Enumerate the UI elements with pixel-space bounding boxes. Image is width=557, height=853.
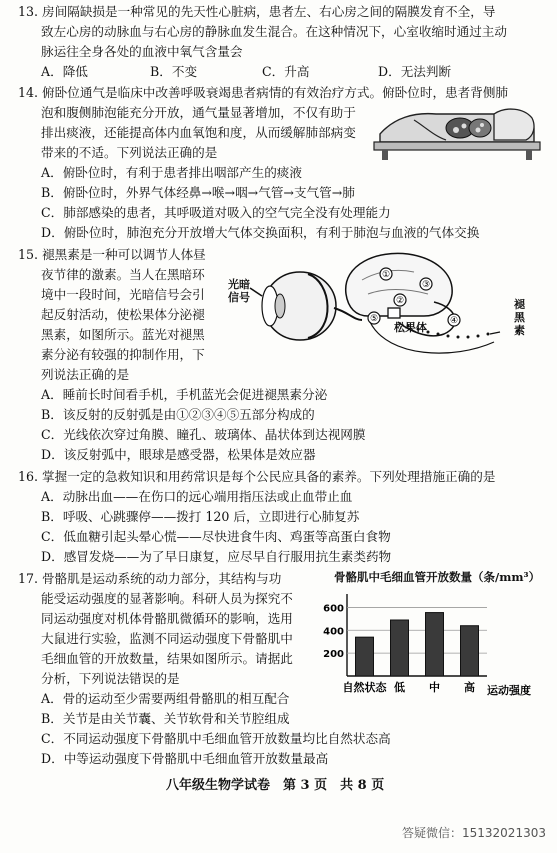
q17-line-5: 毛细血管的开放数量，结果如图所示。请据此 [41, 651, 293, 666]
q15-option-d: D．该反射弧中，眼球是感受器，松果体是效应器 [41, 447, 316, 462]
right-lung [469, 119, 491, 137]
light-signal-label-2: 信号 [228, 291, 250, 304]
q17-line-2: 能受运动强度的显著影响。科研人员为探究不 [41, 591, 293, 606]
melatonin-label-1: 褪 [514, 298, 525, 311]
q14-line-3: 排出痰液，还能提高体内血氧饱和度，从而缓解肺部病变 [41, 125, 356, 140]
pineal-gland [388, 308, 400, 318]
head [494, 109, 534, 140]
q14-option-b: B．俯卧位时，外界气体经鼻→喉→咽→气管→支气管→肺 [41, 185, 355, 200]
chart-category-label: 低 [394, 681, 405, 694]
chart-title: 骨骼肌中毛细血管开放数量（条/mm³） [334, 570, 541, 584]
bed [374, 142, 540, 150]
chart-bar [391, 620, 409, 676]
chart-y-tick-label: 400 [323, 626, 344, 638]
q15-line-7: 列说法正确的是 [41, 367, 130, 382]
chart-category-label: 自然状态 [342, 681, 387, 694]
q13-option-a: A．降低 [41, 64, 88, 79]
q15-line-3: 境中一段时间，光暗信号会引 [41, 287, 205, 302]
q15-option-a: A．睡前长时间看手机，手机蓝光会促进褪黑素分泌 [41, 387, 328, 402]
light-signal-label-1: 光暗 [228, 278, 250, 291]
q13-option-d: D．无法判断 [378, 64, 452, 79]
q14-option-c: C．肺部感染的患者，其呼吸道对吸入的空气完全没有处理能力 [41, 205, 391, 220]
q17-line-4: 大鼠进行实验，监测不同运动强度下骨骼肌中 [41, 631, 293, 646]
marker-5: ⑤ [369, 314, 379, 324]
q14-option-d: D．俯卧位时，肺泡充分开放增大气体交换面积，有利于肺泡与血液的气体交换 [41, 225, 480, 240]
q15-option-b: B．该反射的反射弧是由①②③④⑤五部分构成的 [41, 407, 315, 422]
q15-line-1: 15. 褪黑素是一种可以调节人体昼 [18, 247, 206, 262]
prone-position-figure [374, 100, 542, 162]
q14-line-1: 14. 俯卧位通气是临床中改善呼吸衰竭患者病情的有效治疗方式。俯卧位时，患者背侧肺 [18, 85, 509, 100]
chart-category-label: 中 [429, 681, 440, 694]
pineal-gland-label: 松果体 [394, 321, 427, 334]
melatonin-label-3: 素 [514, 324, 525, 337]
q17-line-1: 17. 骨骼肌是运动系统的动力部分，其结构与功 [18, 571, 282, 586]
q15-option-c: C．光线依次穿过角膜、瞳孔、玻璃体、晶状体到达视网膜 [41, 427, 366, 442]
q16-option-d: D．感冒发烧——为了早日康复，应尽早自行服用抗生素类药物 [41, 549, 392, 564]
chart-bars [356, 613, 479, 676]
chart-category-label: 高 [464, 681, 475, 694]
q14-line-4: 带来的不适。下列说法正确的是 [41, 145, 218, 160]
q17-option-a: A．骨的运动至少需要两组骨骼肌的相互配合 [41, 691, 290, 706]
q14-line-2: 泡和腹侧肺泡能充分开放，通气量显著增加，不仅有助于 [41, 105, 356, 120]
melatonin-label-2: 黑 [514, 311, 525, 324]
q17-line-6: 分析，下列说法错误的是 [41, 671, 180, 686]
q17-line-3: 同运动强度对机体骨骼肌微循环的影响，选用 [41, 611, 293, 626]
q14-option-a: A．俯卧位时，有利于患者排出咽部产生的痰液 [41, 165, 302, 180]
chart-y-tick-label: 200 [323, 649, 344, 661]
q15-line-2: 夜节律的激素。当人在黑暗环 [41, 267, 205, 282]
q13-option-c: C．升高 [262, 64, 310, 79]
melatonin-label [514, 298, 525, 337]
chart-categories [343, 680, 476, 694]
lens [275, 294, 285, 318]
melatonin-reflex-diagram [258, 246, 508, 362]
q15-line-6: 素分泌有较强的抑制作用，下 [41, 347, 205, 362]
marker-3: ③ [421, 280, 431, 290]
light-signal-label [228, 278, 250, 304]
brain-outline [346, 253, 452, 316]
chart-bar [426, 613, 444, 676]
chart-bar [356, 637, 374, 676]
q16-option-b: B．呼吸、心跳骤停——拨打 120 后，立即进行心肺复苏 [41, 509, 360, 524]
contact-watermark: 答疑微信：15132021303 [402, 826, 546, 840]
marker-2: ② [395, 296, 405, 306]
q16-line-1: 16. 掌握一定的急救知识和用药常识是每个公民应具备的素养。下列处理措施正确的是 [18, 469, 496, 484]
q13-line-3: 脉运往全身各处的血液中氧气含量会 [41, 44, 243, 59]
q13-line-1: 13. 房间隔缺损是一种常见的先天性心脏病，患者左、右心房之间的隔膜发育不全，导 [18, 4, 496, 19]
q16-option-a: A．动脉出血——在伤口的远心端用指压法或止血带止血 [41, 489, 353, 504]
marker-4: ④ [449, 316, 459, 326]
marker-1: ① [381, 270, 391, 280]
chart-y-tick-label: 600 [323, 603, 344, 615]
page-footer: 八年级生物学试卷 第 3 页 共 8 页 [166, 778, 385, 793]
chart-bar [461, 626, 479, 676]
q17-option-c: C．不同运动强度下骨骼肌中毛细血管开放数量均比自然状态高 [41, 731, 391, 746]
q17-option-b: B．关节是由关节囊、关节软骨和关节腔组成 [41, 711, 290, 726]
q15-line-5: 黑素，如图所示。蓝光对褪黑 [41, 327, 205, 342]
q15-line-4: 起反射活动，使松果体分泌褪 [41, 307, 205, 322]
q17-option-d: D．中等运动强度下骨骼肌中毛细血管开放数量最高 [41, 751, 329, 766]
q13-line-2: 致左心房的动脉血与右心房的静脉血发生混合。在这种情况下，心室收缩时通过主动 [41, 24, 507, 39]
q16-option-c: C．低血糖引起头晕心慌——尽快进食牛肉、鸡蛋等高蛋白食物 [41, 529, 391, 544]
capillary-bar-chart [325, 586, 539, 698]
q13-option-b: B．不变 [150, 64, 198, 79]
chart-x-axis-label: 运动强度 [487, 684, 531, 697]
